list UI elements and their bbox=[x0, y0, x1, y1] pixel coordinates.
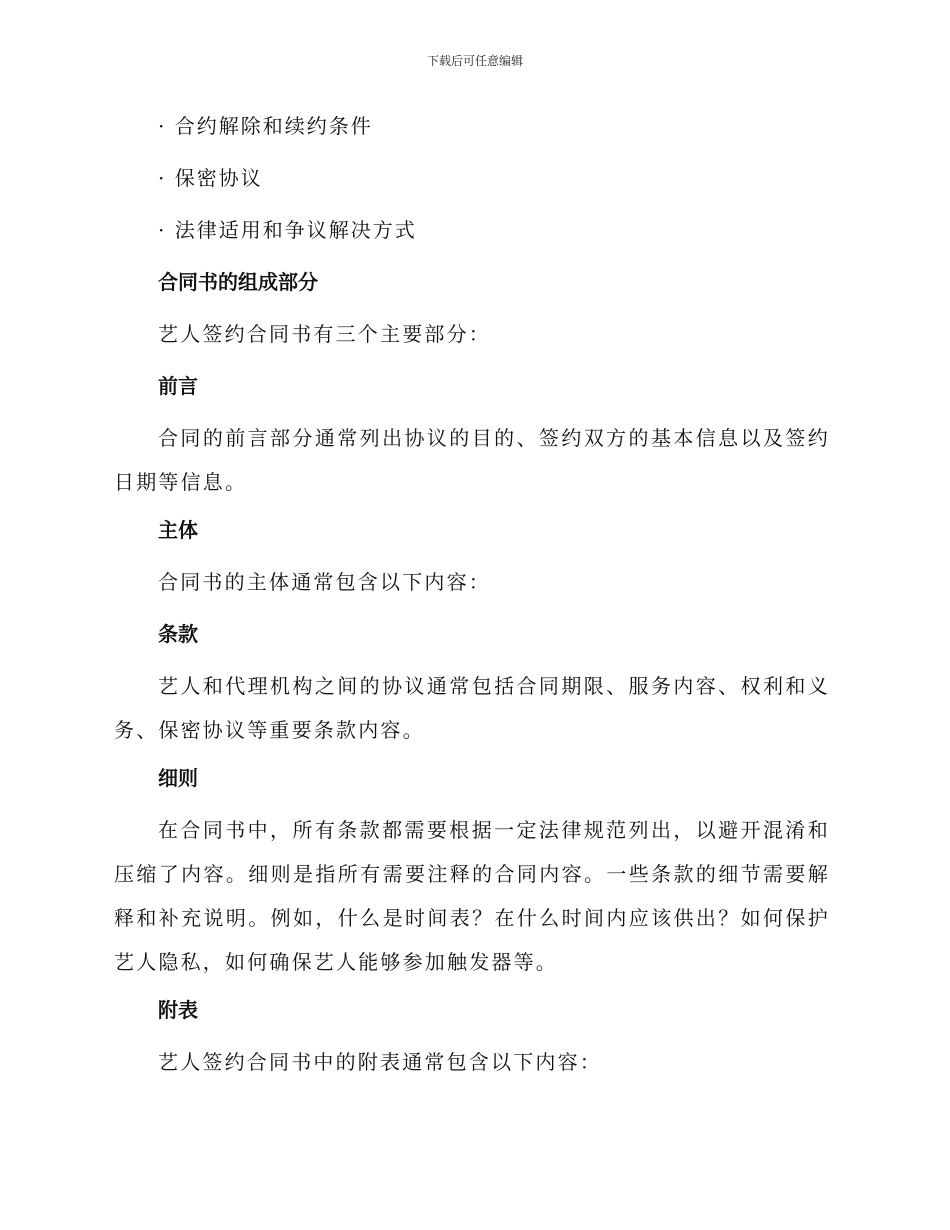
paragraph-preface: 合同的前言部分通常列出协议的目的、签约双方的基本信息以及签约日期等信息。 bbox=[114, 426, 830, 494]
section-heading-details: 细则 bbox=[158, 766, 198, 790]
document-body bbox=[114, 108, 830, 1096]
section-heading-appendix: 附表 bbox=[158, 998, 198, 1022]
bullet-item: · 保密协议 bbox=[158, 166, 263, 190]
bullet-item: · 法律适用和争议解决方式 bbox=[158, 218, 417, 242]
paragraph-body: 合同书的主体通常包含以下内容： bbox=[158, 570, 491, 594]
bullet-item: · 合约解除和续约条件 bbox=[158, 114, 373, 138]
paragraph-details: 在合同书中，所有条款都需要根据一定法律规范列出，以避开混淆和压缩了内容。细则是指所有需要注释的合同内容。一些条款的细节需要解释和补充说明。例如，什么是时间表？在什么时间内应该供出？如何保护艺人隐私，如何确保艺人能够参加触发器等。 bbox=[114, 818, 830, 974]
paragraph-appendix: 艺人签约合同书中的附表通常包含以下内容： bbox=[158, 1050, 602, 1074]
section-heading-body: 主体 bbox=[158, 518, 198, 542]
section-heading-terms: 条款 bbox=[158, 622, 198, 646]
section-heading-preface: 前言 bbox=[158, 374, 198, 398]
page-header: 下载后可任意编辑 bbox=[426, 54, 523, 68]
paragraph-terms: 艺人和代理机构之间的协议通常包括合同期限、服务内容、权利和义务、保密协议等重要条款内容。 bbox=[114, 674, 830, 742]
paragraph-intro: 艺人签约合同书有三个主要部分： bbox=[158, 322, 491, 346]
section-heading-composition: 合同书的组成部分 bbox=[158, 270, 318, 294]
